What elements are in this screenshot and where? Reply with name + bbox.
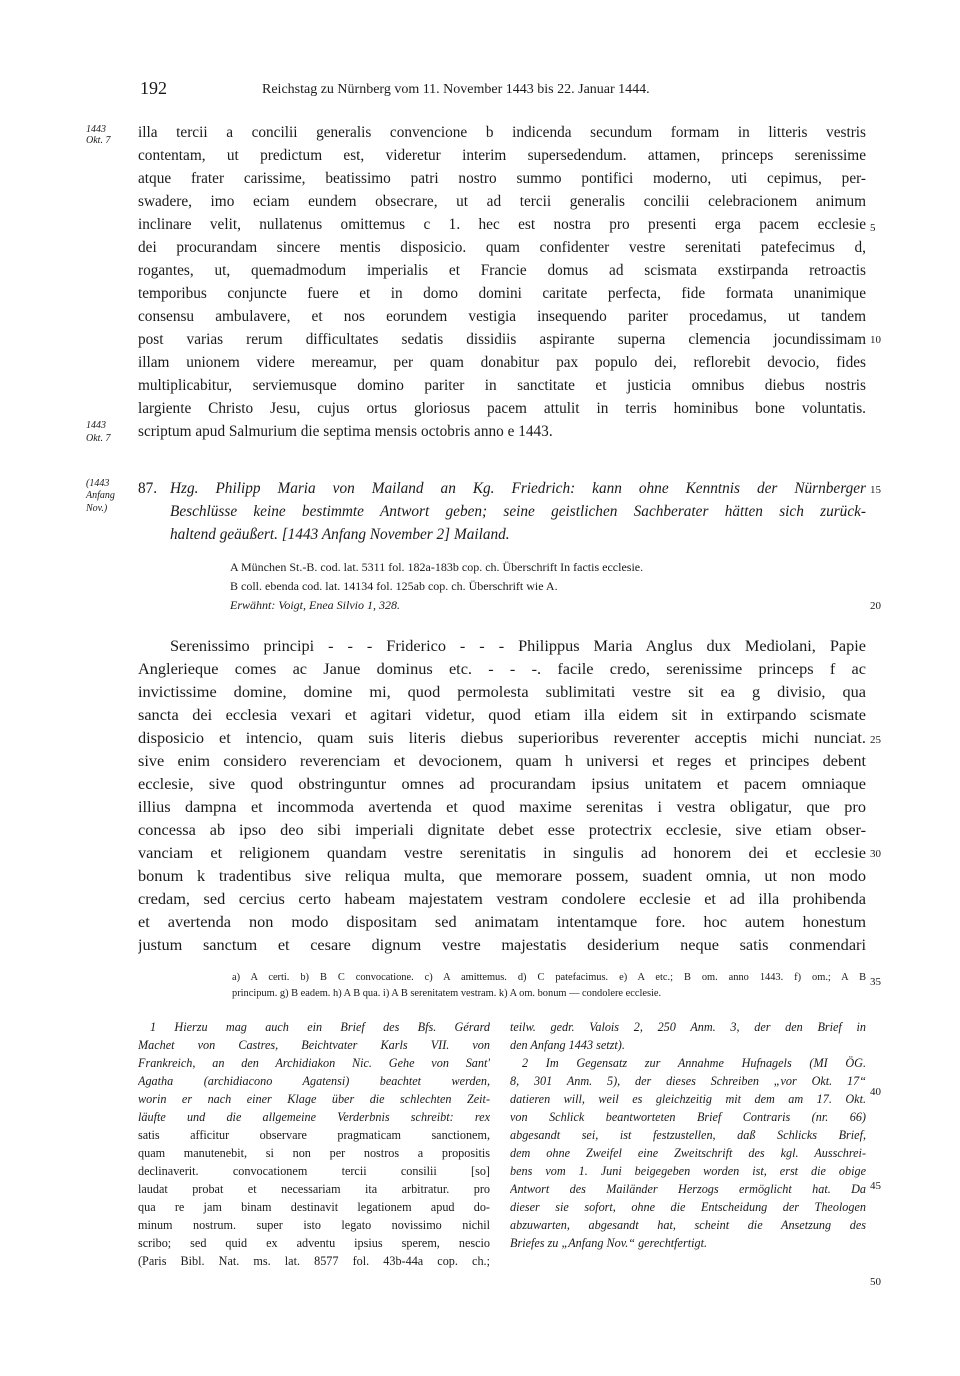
line-number: 20 (870, 600, 881, 612)
line-number: 30 (870, 848, 881, 860)
footnote-line: bens vom 1. Juni beigegeben worden ist, erst die obige (510, 1164, 866, 1178)
text-line: scriptum apud Salmurium die septima mensis octobris anno e 1443. (138, 423, 553, 440)
footnote-line: teilw. gedr. Valois 2, 250 Anm. 3, der den Brief in (510, 1020, 866, 1034)
text-line: multiplicabitur, serviemusque domino pariter in sanctitate et justicia omnibus diebus nostris (138, 377, 866, 394)
footnote-line: abgesandt sei, ist festzustellen, daß Schlicks Brief, (510, 1128, 866, 1142)
footnote-line: dem ohne Zweifel eine Zweitschrift des kgl. Ausschrei- (510, 1146, 866, 1160)
text-line: et avertenda non modo dispositam sed animatam intentamque fore. hoc autem honestum (138, 912, 866, 931)
footnote-line: Frankreich, an den Archidiakon Nic. Gehe von Sant' (138, 1056, 490, 1070)
text-line: dei procurandam sincere mentis disposicio. quam confidenter vestre serenitati patefecimus d, (138, 239, 866, 256)
margin-date-day: Okt. 7 (86, 135, 111, 146)
text-line: sive enim considero reverenciam et devocionem, quam h universi et reges et principes debent (138, 751, 866, 770)
line-number: 25 (870, 734, 881, 746)
footnote-line: datieren will, weil es gleichzeitig mit dem am 17. Okt. (510, 1092, 866, 1106)
text-line: consensu ambulavere, et nos eorundem vestigia insequendo pariter procedamus, ut tandem (138, 308, 866, 325)
footnote-line: Agatha (archidiacono Agatensi) beachtet werden, (138, 1074, 490, 1088)
margin-date-day: Anfang (86, 490, 115, 501)
footnote-line: abzuwarten, abgesandt hat, scheint die Ansetzung des (510, 1218, 866, 1232)
text-line: contentam, ut predictum est, videretur interim supersedendum. attamen, princeps serenissime (138, 147, 866, 164)
text-line: invictissime domine, domine mi, quod permolesta sublimitati vestre sit ea g divisio, qua (138, 682, 866, 701)
text-line: rogantes, ut, quemadmodum imperialis et Francie domus ad scismata exstirpanda retroactis (138, 262, 866, 279)
text-line: inclinare velit, nullatenus omittemus c 1. hec est nostra pro presenti erga pacem ecclesie (138, 216, 866, 233)
line-number: 15 (870, 484, 881, 496)
text-line: swadere, imo eciam eundem obsecrare, ut ad tercii generalis concilii celebracionem animum (138, 193, 866, 210)
text-line: post varias rerum difficultates sedatis dissidiis aspirante superna clemencia jocundissimam (138, 331, 866, 348)
footnote-line: declinaverit. convocationem tercii consilii [so] (138, 1164, 490, 1178)
footnote-line: den Anfang 1443 setzt). (510, 1038, 625, 1052)
text-line: atque frater carissime, beatissimo patri nostro summo pontifici moderno, uti cepimus, per- (138, 170, 866, 187)
line-number: 10 (870, 334, 881, 346)
footnote-line: Machet von Castres, Beichtvater Karls VII. von (138, 1038, 490, 1052)
margin-date-day: Okt. 7 (86, 433, 111, 444)
line-number: 45 (870, 1180, 881, 1192)
text-line: temporibus conjuncte fuere et in domo domini caritate perfecta, fide formata unanimique (138, 285, 866, 302)
margin-date-year: 1443 (86, 420, 106, 431)
margin-date-year: (1443 (86, 478, 110, 489)
source-line: Erwähnt: Voigt, Enea Silvio 1, 328. (230, 598, 400, 612)
footnote-line: qua re jam binam destinavit legationem apud do- (138, 1200, 490, 1214)
apparatus-line: principum. g) B eadem. h) A B qua. i) A B serenitatem vestram. k) A om. bonum — condolere ecclesie. (232, 988, 662, 999)
text-line: illam unionem videre mereamur, per quam donabitur pax populo dei, reflorebit devocio, fides (138, 354, 866, 371)
text-line: vanciam et religionem quandam vestre serenitatis in singulis ad honorem dei et ecclesie (138, 843, 866, 862)
footnote-line: quam manutenebit, si non per nostros a propositis (138, 1146, 490, 1160)
text-line: illa tercii a concilii generalis convencione b indicenda secundum formam in litteris vestris (138, 124, 866, 141)
regest-line: Hzg. Philipp Maria von Mailand an Kg. Friedrich: kann ohne Kenntnis der Nürnberger (170, 480, 866, 497)
text-line: ecclesie, sive quod obstringuntur omnes ad procurandam ipsius unitatem et pacem omniaque (138, 774, 866, 793)
apparatus-line: a) A certi. b) B C convocatione. c) A amittemus. d) C patefacimus. e) A etc.; B om. anno 1443. f) om.; A B (232, 972, 866, 983)
footnote-line: (Paris Bibl. Nat. ms. lat. 8577 fol. 43b-44a cop. ch.; (138, 1254, 490, 1268)
footnote-line: minum nostrum. super isto legato novissimo nichil (138, 1218, 490, 1232)
margin-date-day: Nov.) (86, 503, 108, 514)
footnote-line: Briefes zu „Anfang Nov.“ gerechtfertigt. (510, 1236, 708, 1250)
footnote-line: 1 Hierzu mag auch ein Brief des Bfs. Gérard (150, 1020, 490, 1034)
line-number: 5 (870, 222, 876, 234)
regest-line: Beschlüsse keine bestimmte Antwort geben; seine geistlichen Sachberater hätten sich zurück- (170, 503, 866, 520)
page-number: 192 (140, 78, 167, 98)
text-line: Anglerieque comes ac Janue dominus etc. - - -. facile credo, serenissime princeps f ac (138, 659, 866, 678)
line-number: 40 (870, 1086, 881, 1098)
source-line: B coll. ebenda cod. lat. 14134 fol. 125ab cop. ch. Überschrift wie A. (230, 579, 558, 593)
text-line: concessa ab ipso deo sibi imperiali dignitate debet esse protectrix ecclesie, sive etiam obser- (138, 820, 866, 839)
text-line: disposicio et intencio, quam suis literis diebus superioribus reverenter acceptis michi nunciat. (138, 728, 866, 747)
line-number: 35 (870, 976, 881, 988)
footnote-line: läufte und die allgemeine Verderbnis schreibt: rex (138, 1110, 490, 1124)
footnote-line: 2 Im Gegensatz zur Annahme Hufnagels (MI ÖG. (522, 1056, 866, 1070)
line-number: 50 (870, 1276, 881, 1288)
text-line: Serenissimo principi - - - Friderico - - - Philippus Maria Anglus dux Mediolani, Papie (170, 636, 866, 655)
text-line: credam, sed cercius certo habeam majestatem vestram condolere ecclesie et ad illa prohibenda (138, 889, 866, 908)
text-line: largiente Christo Jesu, cujus ortus gloriosus pacem attulit in terris hominibus bone voluntatis. (138, 400, 866, 417)
source-line: A München St.-B. cod. lat. 5311 fol. 182a-183b cop. ch. Überschrift In factis ecclesie. (230, 560, 644, 574)
margin-date-year: 1443 (86, 124, 106, 135)
regest-line: haltend geäußert. [1443 Anfang November 2] Mailand. (170, 526, 510, 543)
footnote-line: 8, 301 Anm. 5), der dieses Schreiben „vor Okt. 17“ (510, 1074, 866, 1088)
text-line: bonum k tradentibus sive reliqua multa, que memorare possem, suadent omnia, ut non modo (138, 866, 866, 885)
text-line: sancta dei ecclesia vexari et agitari videtur, quod etiam illa eidem sit in extirpando scismate (138, 705, 866, 724)
running-head: Reichstag zu Nürnberg vom 11. November 1443 bis 22. Januar 1444. (262, 82, 650, 97)
footnote-line: worin er nach einer Klage über die schlechten Zeit- (138, 1092, 490, 1106)
footnote-line: satis afficitur observare pragmaticam sanctionem, (138, 1128, 490, 1142)
footnote-line: dieser sie sofort, ohne die Entscheidung der Theologen (510, 1200, 866, 1214)
footnote-line: scribo; sed quid ex adventu ipsius sperem, nescio (138, 1236, 490, 1250)
footnote-line: von Schlick beantworteten Brief Contraris (nr. 66) (510, 1110, 866, 1124)
text-line: justum sanctum et cesare dignum vestre majestatis desiderium neque satis conmendari (138, 935, 866, 954)
text-line: illius dampna et incommoda avertenda et quod maxime serenitas i vestra obligatur, que pro (138, 797, 866, 816)
document-number: 87. (138, 480, 158, 497)
footnote-line: laudat probat et necessariam ita arbitratur. pro (138, 1182, 490, 1196)
footnote-line: Antwort des Mailänder Herzogs ermöglicht hat. Da (510, 1182, 866, 1196)
